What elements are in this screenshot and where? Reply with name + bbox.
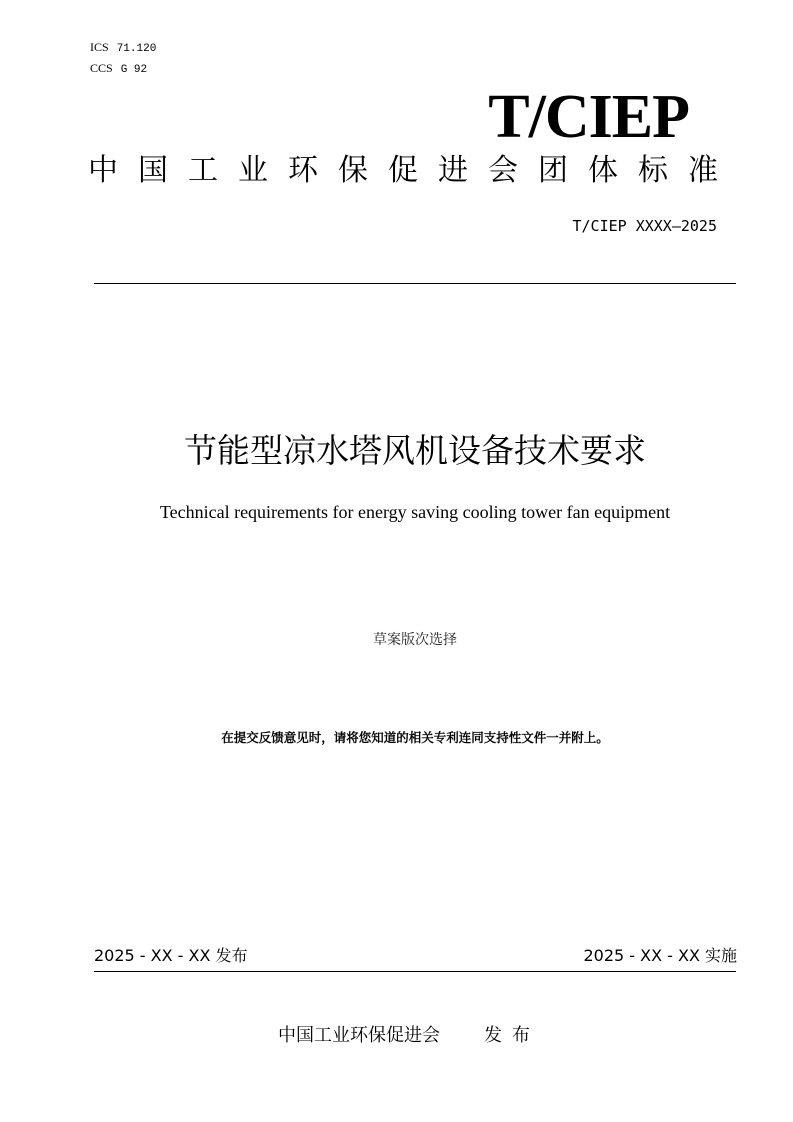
- ics-value: 71.120: [116, 43, 157, 55]
- publisher-name: 中国工业环保促进会: [278, 1025, 440, 1046]
- ccs-code: [90, 61, 147, 77]
- draft-version: 草案版次选择: [373, 632, 457, 648]
- ics-label: ICS: [90, 40, 109, 54]
- implementation-date: 2025 - XX - XX 实施: [583, 946, 737, 965]
- ccs-value: G 92: [120, 64, 148, 76]
- publish-action: 发布: [484, 1025, 540, 1046]
- top-divider: [94, 283, 736, 284]
- release-date: 2025 - XX - XX 发布: [94, 946, 248, 965]
- ccs-label: CCS: [90, 61, 113, 75]
- document-title-chinese: 节能型凉水塔风机设备技术要求: [184, 431, 646, 470]
- ics-code: [90, 40, 156, 56]
- organization-title: 中国工业环保促进会团体标准: [88, 153, 738, 188]
- document-title-english: Technical requirements for energy saving cooling tower fan equipment: [159, 502, 671, 522]
- standard-number: T/CIEP XXXX—2025: [572, 217, 717, 235]
- patent-notice: 在提交反馈意见时，请将您知道的相关专利连同支持性文件一并附上。: [221, 730, 609, 745]
- standard-logo: T/CIEP: [488, 83, 689, 151]
- bottom-divider: [94, 971, 736, 972]
